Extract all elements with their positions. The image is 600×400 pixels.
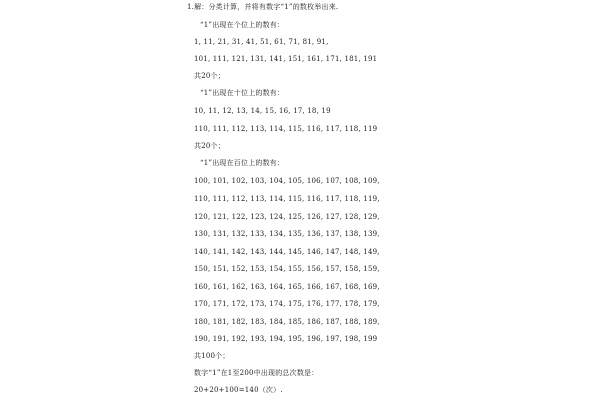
hundreds-place-total: 共100个； [194, 352, 230, 360]
conclusion-text: 数字“1”在1至200中出现的总次数是： [194, 369, 319, 377]
hundreds-place-row-4: 130, 131, 132, 133, 134, 135, 136, 137, 138, 139, [194, 230, 380, 238]
tens-place-row-2: 110, 111, 112, 113, 114, 115, 116, 117, 118, 119 [194, 125, 378, 133]
ones-place-row-2: 101, 111, 121, 131, 141, 151, 161, 171, 181, 191 [194, 55, 378, 63]
hundreds-place-row-1: 100, 101, 102, 103, 104, 105, 106, 107, 108, 109, [194, 177, 380, 185]
ones-place-total: 共20个； [194, 72, 225, 80]
hundreds-place-row-9: 180, 181, 182, 183, 184, 185, 186, 187, 188, 189, [194, 318, 380, 326]
ones-place-row-1: 1, 11, 21, 31, 41, 51, 61, 71, 81, 91, [194, 38, 329, 46]
hundreds-place-row-5: 140, 141, 142, 143, 144, 145, 146, 147, 148, 149, [194, 248, 380, 256]
hundreds-place-row-10: 190, 191, 192, 193, 194, 195, 196, 197, 198, 199 [194, 335, 378, 343]
hundreds-place-row-7: 160, 161, 162, 163, 164, 165, 166, 167, 168, 169, [194, 283, 380, 291]
hundreds-place-row-8: 170, 171, 172, 173, 174, 175, 176, 177, 178, 179, [194, 300, 380, 308]
hundreds-place-row-3: 120, 121, 122, 123, 124, 125, 126, 127, 128, 129, [194, 213, 380, 221]
hundreds-place-row-2: 110, 111, 112, 113, 114, 115, 116, 117, 118, 119, [194, 195, 380, 203]
tens-place-total: 共20个； [194, 142, 225, 150]
solution-heading: 1.解：分类计算，并将有数字“1”的数枚举出来. [187, 3, 339, 11]
hundreds-place-row-6: 150, 151, 152, 153, 154, 155, 156, 157, 158, 159, [194, 265, 380, 273]
tens-place-label: “1”出现在十位上的数有： [200, 89, 285, 97]
hundreds-place-label: “1”出现在百位上的数有： [200, 159, 285, 167]
ones-place-label: “1”出现在个位上的数有： [200, 21, 285, 29]
final-equation: 20+20+100=140（次）. [194, 386, 283, 394]
tens-place-row-1: 10, 11, 12, 13, 14, 15, 16, 17, 18, 19 [194, 107, 331, 115]
